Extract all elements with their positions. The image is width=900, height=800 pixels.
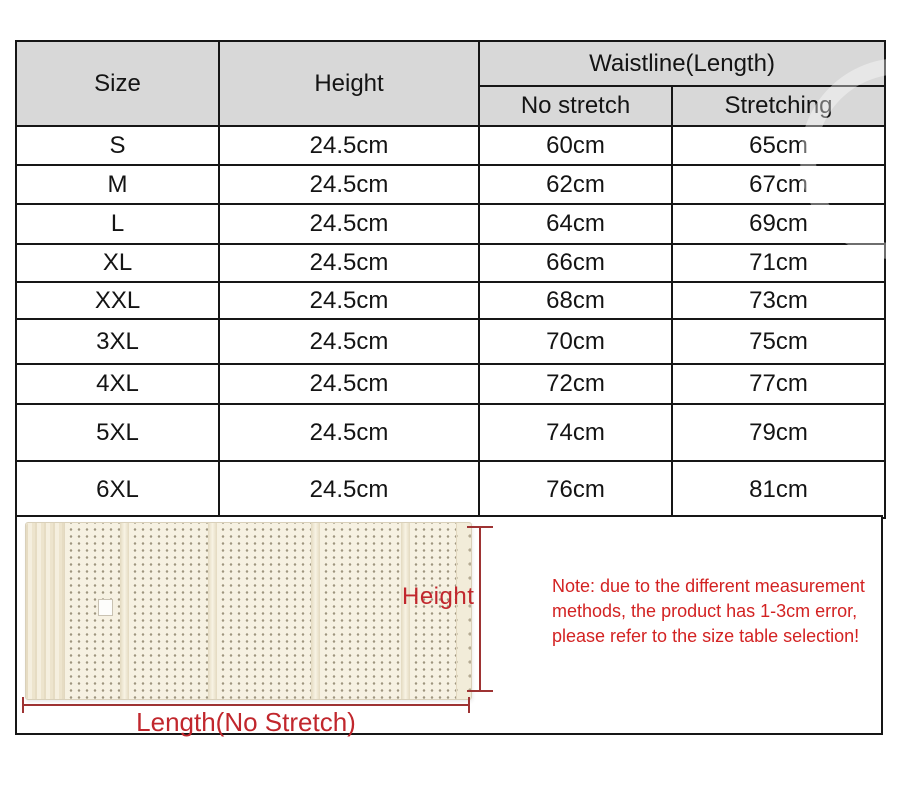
cell-stretching: 73cm xyxy=(672,282,885,319)
table-row xyxy=(16,404,885,461)
cell-size: M xyxy=(16,165,219,204)
column-header-no-stretch: No stretch xyxy=(479,86,672,126)
belt-rib xyxy=(401,523,410,699)
table-row xyxy=(16,165,885,204)
cell-stretching: 77cm xyxy=(672,364,885,404)
table-row xyxy=(16,204,885,244)
column-header-waistline: Waistline(Length) xyxy=(479,41,885,86)
cell-height: 24.5cm xyxy=(219,461,479,518)
belt-rib xyxy=(311,523,320,699)
belt-eyelet-edge xyxy=(456,523,471,699)
cell-stretching: 71cm xyxy=(672,244,885,282)
height-measure-line xyxy=(479,527,481,692)
cell-size: S xyxy=(16,126,219,165)
belt-mesh-panel xyxy=(217,523,311,699)
column-header-height: Height xyxy=(219,41,479,126)
cell-stretching: 69cm xyxy=(672,204,885,244)
belt-mesh-panel xyxy=(410,523,456,699)
belt-mesh-panel xyxy=(129,523,209,699)
cell-height: 24.5cm xyxy=(219,319,479,364)
cell-no-stretch: 76cm xyxy=(479,461,672,518)
note-line-1: Note: due to the different measurement xyxy=(552,576,865,596)
cell-no-stretch: 70cm xyxy=(479,319,672,364)
height-measure-tick-top xyxy=(467,526,493,528)
cell-size: 3XL xyxy=(16,319,219,364)
belt-mesh-panel xyxy=(320,523,402,699)
cell-size: L xyxy=(16,204,219,244)
cell-size: XXL xyxy=(16,282,219,319)
cell-no-stretch: 72cm xyxy=(479,364,672,404)
cell-no-stretch: 66cm xyxy=(479,244,672,282)
cell-height: 24.5cm xyxy=(219,165,479,204)
cell-size: 6XL xyxy=(16,461,219,518)
length-dimension-label: Length(No Stretch) xyxy=(136,707,356,737)
cell-stretching: 79cm xyxy=(672,404,885,461)
cell-height: 24.5cm xyxy=(219,404,479,461)
note-line-3: please refer to the size table selection! xyxy=(552,626,860,646)
cell-height: 24.5cm xyxy=(219,204,479,244)
belt-hook-closure xyxy=(26,523,65,699)
table-row xyxy=(16,126,885,165)
table-row xyxy=(16,461,885,518)
cell-stretching: 75cm xyxy=(672,319,885,364)
table-row xyxy=(16,364,885,404)
cell-no-stretch: 68cm xyxy=(479,282,672,319)
column-header-stretching: Stretching xyxy=(672,86,885,126)
cell-height: 24.5cm xyxy=(219,126,479,165)
cell-size: XL xyxy=(16,244,219,282)
measurement-note xyxy=(552,574,882,649)
table-row xyxy=(16,282,885,319)
size-table xyxy=(15,40,886,519)
belt-mesh-panel xyxy=(65,523,120,699)
note-line-2: methods, the product has 1-3cm error, xyxy=(552,601,858,621)
cell-size: 5XL xyxy=(16,404,219,461)
cell-height: 24.5cm xyxy=(219,244,479,282)
waist-belt-image xyxy=(25,522,475,700)
belt-rib xyxy=(120,523,129,699)
cell-no-stretch: 62cm xyxy=(479,165,672,204)
cell-no-stretch: 64cm xyxy=(479,204,672,244)
length-measure-line xyxy=(22,704,470,706)
belt-rib xyxy=(208,523,217,699)
height-dimension-label: Height xyxy=(402,583,475,610)
cell-stretching: 67cm xyxy=(672,165,885,204)
cell-height: 24.5cm xyxy=(219,364,479,404)
belt-care-tag xyxy=(98,599,113,616)
column-header-size: Size xyxy=(16,41,219,126)
table-header-row-1 xyxy=(16,41,885,86)
cell-stretching: 81cm xyxy=(672,461,885,518)
cell-no-stretch: 60cm xyxy=(479,126,672,165)
cell-stretching: 65cm xyxy=(672,126,885,165)
cell-height: 24.5cm xyxy=(219,282,479,319)
height-measure-tick-bottom xyxy=(467,690,493,692)
cell-size: 4XL xyxy=(16,364,219,404)
table-row xyxy=(16,244,885,282)
table-row xyxy=(16,319,885,364)
cell-no-stretch: 74cm xyxy=(479,404,672,461)
